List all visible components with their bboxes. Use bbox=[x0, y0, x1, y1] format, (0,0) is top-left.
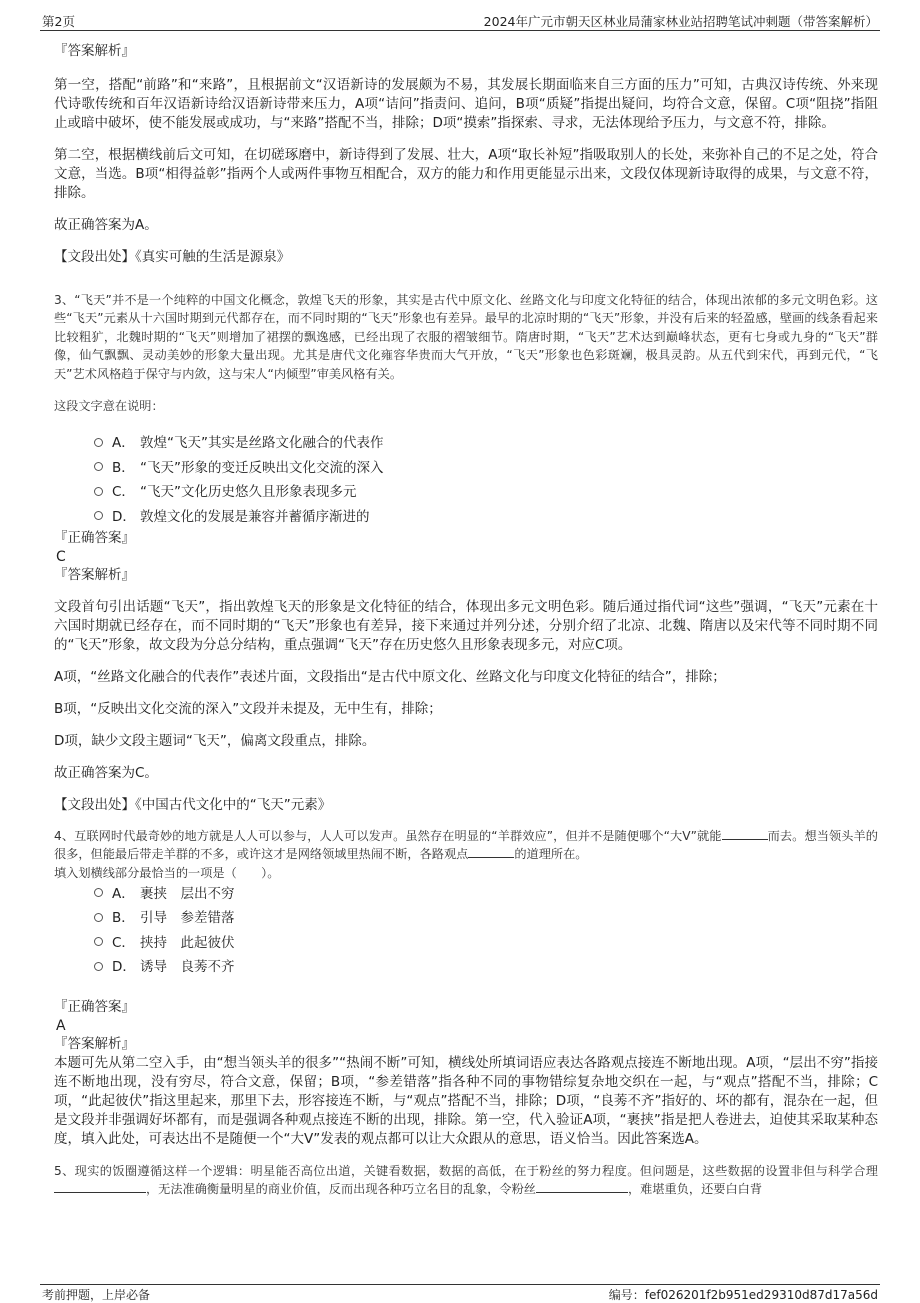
q3-option-c[interactable] bbox=[94, 480, 878, 505]
q3-answer: C bbox=[56, 549, 66, 566]
blank-line bbox=[722, 828, 768, 840]
q3-stem: 3、“飞天”并不是一个纯粹的中国文化概念，敦煌飞天的形象，其实是古代中原文化、丝路文化与印度文化特征的结合，体现出浓郁的多元文明色彩。这些“飞天”元素从十六国时期到元代都存在，而不同时期的“飞天”形象也有差异。最早的北凉时期的“飞天”形象，并没有后来的轻盈感，壁画的线条看起来比较粗犷，北魏时期的“飞天”则增加了裙摆的飘逸感，已经出现了衣服的褶皱细节。隋唐时期，“飞天”艺术达到巅峰状态，更有七身或九身的“飞天”群像，仙气飘飘、灵动美妙的形象大量出现。尤其是唐代文化雍容华贵而大气开放，“飞天”形象也色彩斑斓，极具灵韵。从五代到宋代，再到元代，“飞天”艺术风格趋于保守与内敛，这与宋人“内倾型”审美风格有关。 bbox=[54, 293, 878, 381]
q3-correct-label: 『正确答案』 bbox=[54, 530, 135, 547]
q5-stem-part-2: ，无法准确衡量明星的商业价值，反而出现各种巧立名目的乱象，令粉丝 bbox=[146, 1182, 536, 1197]
option-text: 敦煌“飞天”其实是丝路文化融合的代表作 bbox=[140, 435, 384, 452]
q4-option-c[interactable] bbox=[94, 931, 878, 956]
q3-prompt: 这段文字意在说明： bbox=[54, 399, 164, 414]
q4-correct-label: 『正确答案』 bbox=[54, 998, 135, 1015]
q3-analysis-paragraph-1: 文段首句引出话题“飞天”，指出敦煌飞天的形象是文化特征的结合，体现出多元文明色彩。随后通过指代词“这些”强调，“飞天”元素在十六国时期就已经存在，而不同时期的“飞天”形象也有差异，接下来通过并列分述，分别介绍了北凉、北魏、隋唐以及宋代等不同时期不同的“飞天”形象，故文段为分总分结构，重点强调“飞天”存在历史悠久且形象表现多元，对应C项。 bbox=[54, 599, 878, 654]
option-text: 敦煌文化的发展是兼容并蓄循序渐进的 bbox=[140, 508, 370, 525]
q3-source: 【文段出处】《中国古代文化中的“飞天”元素》 bbox=[54, 797, 332, 814]
q5-stem-part-1: 5、现实的饭圈遵循这样一个逻辑：明星能否高位出道，关键看数据，数据的高低，在于粉丝的努力程度。但问题是，这些数据的设置非但与科学合理 bbox=[54, 1163, 878, 1178]
q4-analysis-label: 『答案解析』 bbox=[54, 1035, 135, 1052]
option-letter: C． bbox=[112, 484, 135, 501]
option-text: “飞天”文化历史悠久且形象表现多元 bbox=[140, 484, 357, 501]
option-letter: C． bbox=[112, 934, 135, 951]
radio-icon[interactable] bbox=[94, 913, 103, 922]
q5-stem bbox=[54, 1162, 878, 1199]
q4-analysis: 本题可先从第二空入手，由“想当领头羊的很多”“热闹不断”可知，横线处所填词语应表达各路观点接连不断地出现。A项，“层出不穷”指接连不断地出现，没有穷尽，符合文意，保留；B项，“参差错落”指各种不同的事物错综复杂地交织在一起，与“观点”搭配不当，排除；C项，“此起彼伏”指这里起来，那里下去，形容接连不断，与“观点”搭配不当，排除；D项，“良莠不齐”指好的、坏的都有，混杂在一起，但是文段并非强调好坏都有，而是强调各种观点接连不断的出现，排除。第一空，代入验证A项，“裹挟”指是把人卷进去，迫使其采取某种态度，填入此处，可表达出不是随便一个“大V”发表的观点都可以让大众跟从的意思，语义恰当。因此答案选A。 bbox=[54, 1054, 878, 1147]
option-text: 裹挟 层出不穷 bbox=[140, 885, 235, 902]
q4-options bbox=[54, 882, 878, 980]
footer-code: 编号：fef026201f2b951ed29310d87d17a56d bbox=[608, 1288, 878, 1302]
q3-conclusion: 故正确答案为C。 bbox=[54, 765, 158, 782]
page-footer bbox=[40, 1284, 880, 1303]
option-letter: D． bbox=[112, 959, 136, 976]
option-letter: A． bbox=[112, 885, 135, 902]
option-text: 诱导 良莠不齐 bbox=[140, 959, 235, 976]
page-header bbox=[40, 8, 880, 31]
blank-line bbox=[536, 1181, 628, 1193]
q5-stem-part-3: ，难堪重负，还要白白背 bbox=[628, 1182, 763, 1197]
q3-option-b[interactable] bbox=[94, 456, 878, 481]
q4-option-a[interactable] bbox=[94, 882, 878, 907]
option-text: “飞天”形象的变迁反映出文化交流的深入 bbox=[140, 459, 384, 476]
q2-source: 【文段出处】《真实可触的生活是源泉》 bbox=[54, 249, 291, 265]
option-letter: D． bbox=[112, 508, 136, 525]
q3-analysis-a: A项，“丝路文化融合的代表作”表述片面，文段指出“是古代中原文化、丝路文化与印度文化特征的结合”，排除； bbox=[54, 669, 726, 686]
document-title: 2024年广元市朝天区林业局蒲家林业站招聘笔试冲刺题（带答案解析） bbox=[483, 14, 878, 29]
radio-icon[interactable] bbox=[94, 438, 103, 447]
blank-line bbox=[54, 1181, 146, 1193]
q4-answer: A bbox=[56, 1017, 66, 1034]
q4-option-b[interactable] bbox=[94, 906, 878, 931]
option-letter: B． bbox=[112, 910, 135, 927]
q2-conclusion: 故正确答案为A。 bbox=[54, 217, 158, 233]
q4-stem-part-2: 而去。想当领头羊的很多，但能最后带走羊群的不多，或许这才是网络领域里热闹不断，各路观点 bbox=[54, 829, 878, 862]
q4-stem bbox=[54, 827, 878, 864]
q4-option-d[interactable] bbox=[94, 955, 878, 980]
radio-icon[interactable] bbox=[94, 511, 103, 520]
option-letter: B． bbox=[112, 459, 135, 476]
page-number: 第2页 bbox=[42, 14, 75, 29]
q3-analysis-d: D项，缺少文段主题词“飞天”，偏离文段重点，排除。 bbox=[54, 733, 376, 750]
radio-icon[interactable] bbox=[94, 487, 103, 496]
radio-icon[interactable] bbox=[94, 962, 103, 971]
q3-option-a[interactable] bbox=[94, 431, 878, 456]
q2-analysis-label: 『答案解析』 bbox=[54, 43, 135, 59]
radio-icon[interactable] bbox=[94, 462, 103, 471]
footer-note: 考前押题，上岸必备 bbox=[42, 1288, 151, 1302]
q3-analysis-label: 『答案解析』 bbox=[54, 567, 135, 584]
q3-options bbox=[54, 431, 878, 529]
q2-analysis-paragraph-2: 第二空，根据横线前后文可知，在切磋琢磨中，新诗得到了发展、壮大，A项“取长补短”指吸取别人的长处，来弥补自己的不足之处，符合文意，当选。B项“相得益彰”指两个人或两件事物互相配合，双方的能力和作用更能显示出来，文段仅体现新诗取得的成果，与文意不符，排除。 bbox=[54, 147, 878, 201]
q4-stem-part-1: 4、互联网时代最奇妙的地方就是人人可以参与，人人可以发声。虽然存在明显的“羊群效应”，但并不是随便哪个“大V”就能 bbox=[54, 829, 722, 844]
option-text: 挟持 此起彼伏 bbox=[140, 934, 235, 951]
radio-icon[interactable] bbox=[94, 937, 103, 946]
option-text: 引导 参差错落 bbox=[140, 910, 235, 927]
radio-icon[interactable] bbox=[94, 888, 103, 897]
page-content bbox=[54, 42, 878, 1199]
q2-analysis-paragraph-1: 第一空，搭配“前路”和“来路”，且根据前文“汉语新诗的发展颇为不易，其发展长期面临来自三方面的压力”可知，古典汉诗传统、外来现代诗歌传统和百年汉语新诗给汉语新诗带来压力，A项“诘问”指责问、追问，B项“质疑”指提出疑问，均符合文意，保留。C项“阻挠”指阻止或暗中破坏，使不能发展或成功，与“来路”搭配不当，排除；D项“摸索”指探索、寻求，无法体现给予压力，与文意不符，排除。 bbox=[54, 77, 878, 131]
q4-stem-part-3: 的道理所在。 bbox=[514, 847, 588, 862]
q4-prompt: 填入划横线部分最恰当的一项是（ ）。 bbox=[54, 865, 280, 880]
option-letter: A． bbox=[112, 435, 135, 452]
q3-option-d[interactable] bbox=[94, 505, 878, 530]
q3-analysis-b: B项，“反映出文化交流的深入”文段并未提及，无中生有，排除； bbox=[54, 701, 442, 718]
blank-line bbox=[468, 846, 514, 858]
